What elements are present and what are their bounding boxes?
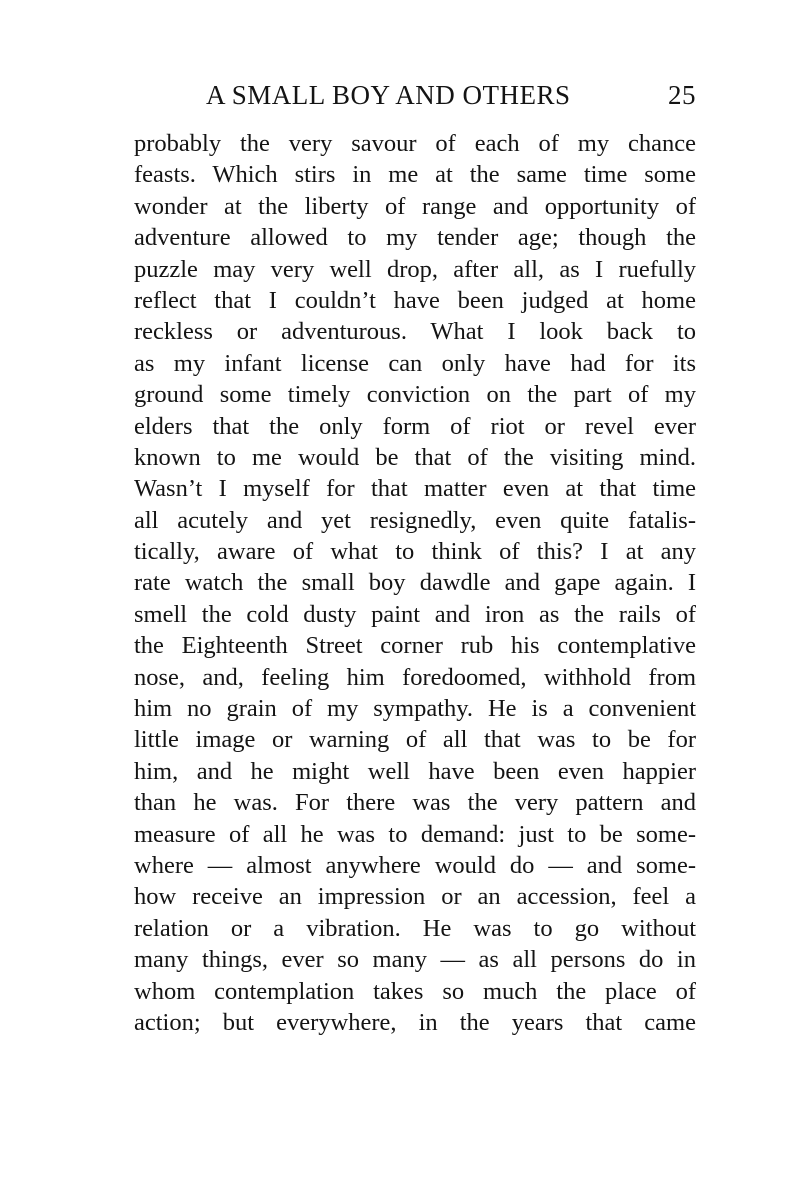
text-line: elders that the only form of riot or revel ever [134, 412, 696, 440]
page-number: 25 [668, 80, 696, 110]
text-line: relation or a vibration. He was to go without [134, 914, 696, 942]
text-line: little image or warning of all that was to be for [134, 726, 696, 754]
text-line: where — almost anywhere would do — and some- [134, 851, 696, 879]
text-line: him, and he might well have been even happier [134, 757, 696, 785]
text-line: ground some timely conviction on the part of my [134, 381, 696, 409]
text-line: how receive an impression or an accession, feel a [134, 883, 696, 911]
text-line: action; but everywhere, in the years that came [134, 1008, 696, 1036]
body-text [134, 128, 696, 1038]
text-line: nose, and, feeling him foredoomed, withhold from [134, 663, 696, 691]
text-line: many things, ever so many — as all persons do in [134, 946, 696, 974]
text-line: feasts. Which stirs in me at the same time some [134, 161, 696, 189]
text-line: known to me would be that of the visiting mind. [134, 443, 696, 471]
text-line: him no grain of my sympathy. He is a convenient [134, 695, 696, 723]
text-line: wonder at the liberty of range and opportunity of [134, 192, 696, 220]
text-line: reckless or adventurous. What I look back to [134, 318, 696, 346]
running-head [134, 80, 696, 112]
text-line: the Eighteenth Street corner rub his contemplative [134, 632, 696, 660]
text-line: measure of all he was to demand: just to be some- [134, 820, 696, 848]
text-line: probably the very savour of each of my chance [134, 130, 696, 157]
text-line: than he was. For there was the very pattern and [134, 789, 696, 817]
running-title: A SMALL BOY AND OTHERS [206, 80, 571, 110]
text-line: Wasn’t I myself for that matter even at that time [134, 475, 696, 503]
text-line: whom contemplation takes so much the place of [134, 977, 696, 1005]
text-line: reflect that I couldn’t have been judged at home [134, 286, 696, 314]
text-line: tically, aware of what to think of this? I at any [134, 538, 696, 566]
text-line: adventure allowed to my tender age; though the [134, 224, 696, 252]
text-line: as my infant license can only have had for its [134, 349, 696, 377]
text-line: rate watch the small boy dawdle and gape again. I [134, 569, 696, 597]
text-line: smell the cold dusty paint and iron as the rails of [134, 600, 696, 628]
text-line: puzzle may very well drop, after all, as I ruefully [134, 255, 696, 283]
text-line: all acutely and yet resignedly, even quite fatalis- [134, 506, 696, 534]
